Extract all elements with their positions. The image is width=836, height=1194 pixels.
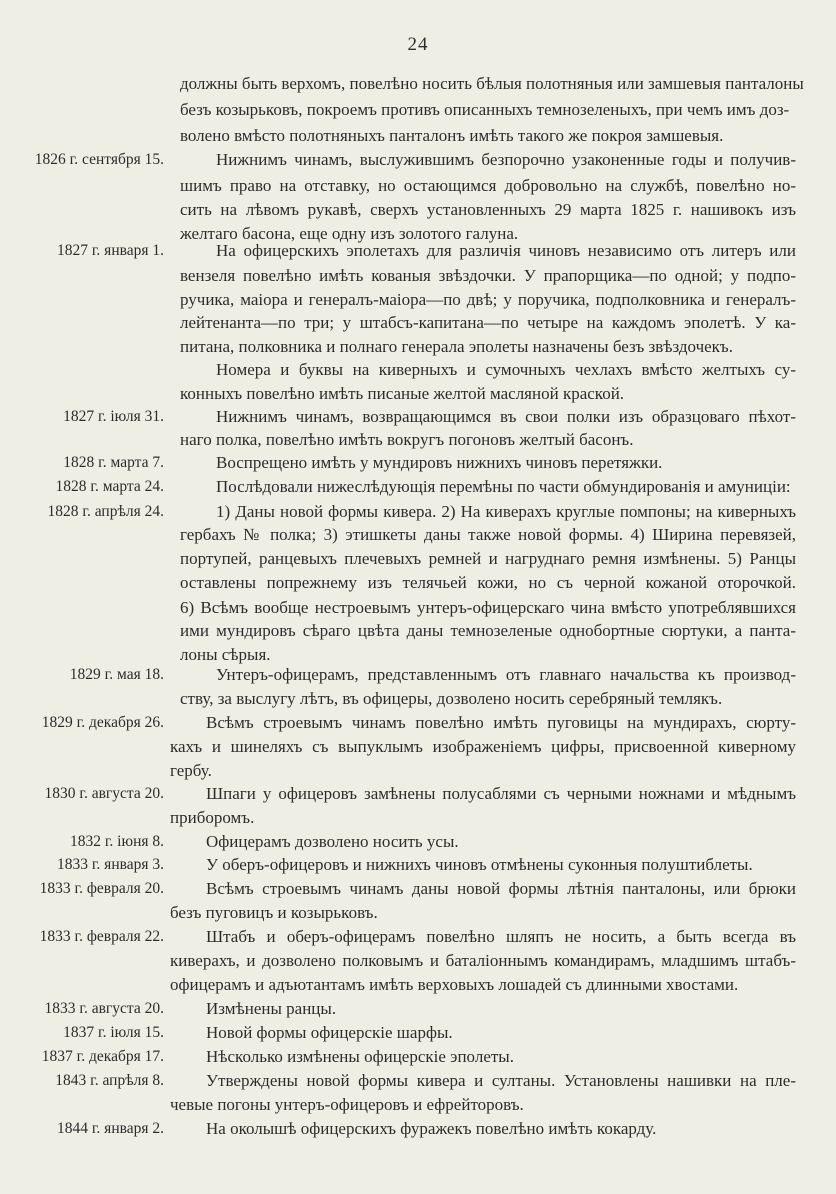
text-line: У оберъ-офицеровъ и нижнихъ чиновъ отмѣнены суконныя полуштиблеты.	[206, 855, 753, 874]
text-line: сить на лѣвомъ рукавѣ, сверхъ установленныхъ 29 марта 1825 г. нашивокъ изъ	[180, 200, 796, 219]
text-line: должны быть верхомъ, повелѣно носить бѣлыя полотняныя или замшевыя панталоны	[180, 74, 804, 93]
text-line: На околышѣ офицерскихъ фуражекъ повелѣно имѣть кокарду.	[206, 1119, 657, 1138]
text-line: приборомъ.	[170, 808, 255, 827]
text-line: 6) Всѣмъ вообще нестроевымъ унтеръ-офицерскаго чина вмѣсто употреблявшихся	[180, 598, 796, 617]
text-line: наго полка, повелѣно имѣть вокругъ погоновъ желтый басонъ.	[180, 430, 634, 449]
text-line: Шпаги у офицеровъ замѣнены полусаблями съ черными ножнами и мѣднымъ	[206, 784, 796, 803]
text-line: ручика, маіора и генералъ-маіора—по двѣ; у поручика, подполковника и генералъ-	[180, 290, 796, 309]
text-line: Новой формы офицерскіе шарфы.	[206, 1023, 453, 1042]
text-line: Утверждены новой формы кивера и султаны. Установлены нашивки на пле-	[206, 1071, 796, 1090]
text-line: На офицерскихъ эполетахъ для различія чиновъ независимо отъ литеръ или	[216, 241, 796, 260]
text-line: волено вмѣсто полотняныхъ панталонъ имѣть такого же покроя замшевыя.	[180, 126, 724, 145]
text-line: гербу.	[170, 761, 212, 780]
text-line: ими мундировъ сѣраго цвѣта даны темнозеленые однобортные сюртуки, а панта-	[180, 621, 796, 640]
entry-date: 1828 г. марта 24.	[55, 478, 164, 495]
entry-date: 1833 г. января 3.	[56, 856, 164, 873]
text-line: лейтенанта—по три; у штабсъ-капитана—по четыре на каждомъ эполетѣ. У ка-	[180, 313, 796, 332]
text-line: Измѣнены ранцы.	[206, 999, 337, 1018]
text-line: портупей, ранцевыхъ плечевыхъ ремней и нагруднаго ремня измѣнены. 5) Ранцы	[180, 549, 796, 568]
entry-date: 1832 г. іюня 8.	[69, 833, 164, 850]
text-line: Всѣмъ строевымъ чинамъ повелѣно имѣть пуговицы на мундирахъ, сюрту-	[206, 713, 796, 732]
text-line: Нѣсколько измѣнены офицерскіе эполеты.	[206, 1047, 514, 1066]
entry-date: 1830 г. августа 20.	[44, 785, 164, 802]
text-line: оставлены попрежнему изъ телячьей кожи, но съ черной кожаной оторочкой.	[180, 573, 796, 592]
text-line: Штабъ и оберъ-офицерамъ повелѣно шляпъ не носить, а быть всегда въ	[206, 927, 796, 946]
text-line: Нижнимъ чинамъ, возвращающимся въ свои полки изъ образцоваго пѣхот-	[216, 407, 796, 426]
entry-date: 1828 г. марта 7.	[63, 454, 164, 471]
page-number: 24	[407, 34, 429, 55]
text-line: Послѣдовали нижеслѣдующія перемѣны по части обмундированія и амуниціи:	[216, 477, 791, 496]
entry-date: 1844 г. января 2.	[56, 1120, 164, 1137]
entry-date: 1837 г. іюля 15.	[63, 1024, 164, 1041]
entry-date: 1843 г. апрѣля 8.	[55, 1072, 164, 1089]
text-line: Офицерамъ дозволено носить усы.	[206, 832, 459, 851]
text-line: чевые погоны унтеръ-офицеровъ и ефрейторовъ.	[170, 1095, 524, 1114]
entry-date: 1833 г. августа 20.	[44, 1000, 164, 1017]
entry-date: 1829 г. мая 18.	[69, 666, 164, 683]
text-line: Воспрещено имѣть у мундировъ нижнихъ чиновъ перетяжки.	[216, 453, 663, 472]
text-line: безъ пуговицъ и козырьковъ.	[170, 903, 378, 922]
text-line: Унтеръ-офицерамъ, представленнымъ отъ главнаго начальства къ производ-	[216, 665, 796, 684]
text-line: лоны сѣрыя.	[180, 645, 271, 664]
text-line: ству, за выслугу лѣтъ, въ офицеры, дозволено носить серебряный темлякъ.	[180, 689, 723, 708]
entry-date: 1833 г. февраля 20.	[39, 880, 164, 897]
text-line: безъ козырьковъ, покроемъ противъ описанныхъ темнозеленыхъ, при чемъ имъ доз-	[180, 100, 790, 119]
text-line: киверахъ, и дозволено полковымъ и баталіоннымъ командирамъ, младшимъ штабъ-	[170, 951, 796, 970]
text-line: шимъ право на отставку, но остающимся добровольно на службѣ, повелѣно но-	[180, 176, 796, 195]
text-line: гербахъ № полка; 3) этишкеты даны также новой формы. 4) Ширина перевязей,	[180, 525, 796, 544]
text-line: Всѣмъ строевымъ чинамъ даны новой формы лѣтнія панталоны, или брюки	[206, 879, 796, 898]
entry-date: 1826 г. сентября 15.	[34, 151, 164, 168]
text-line: питана, полковника и полнаго генерала эполеты назначены безъ звѣздочекъ.	[180, 337, 733, 356]
entry-date: 1827 г. іюля 31.	[63, 408, 164, 425]
entry-date: 1833 г. февраля 22.	[39, 928, 164, 945]
entry-date: 1828 г. апрѣля 24.	[47, 503, 164, 520]
text-line: желтаго басона, еще одну изъ золотого галуна.	[180, 224, 519, 243]
entry-date: 1829 г. декабря 26.	[41, 714, 164, 731]
entry-date: 1837 г. декабря 17.	[41, 1048, 164, 1065]
text-line: Нижнимъ чинамъ, выслужившимъ безпорочно узаконенные годы и получив-	[216, 150, 796, 169]
text-line: кахъ и шинеляхъ съ выпуклымъ изображеніемъ цифры, присвоенной киверному	[170, 737, 796, 756]
entry-date: 1827 г. января 1.	[56, 242, 164, 259]
text-line: 1) Даны новой формы кивера. 2) На киверахъ круглые помпоны; на киверныхъ	[216, 502, 796, 521]
text-line: Номера и буквы на киверныхъ и сумочныхъ чехлахъ вмѣсто желтыхъ су-	[216, 360, 796, 379]
text-line: конныхъ повелѣно имѣть писаные желтой масляной краской.	[180, 384, 625, 403]
text-line: офицерамъ и адъютантамъ имѣть верховыхъ лошадей съ длинными хвостами.	[170, 975, 739, 994]
text-line: вензеля повелѣно имѣть кованыя звѣздочки. У прапорщика—по одной; у подпо-	[180, 266, 796, 285]
